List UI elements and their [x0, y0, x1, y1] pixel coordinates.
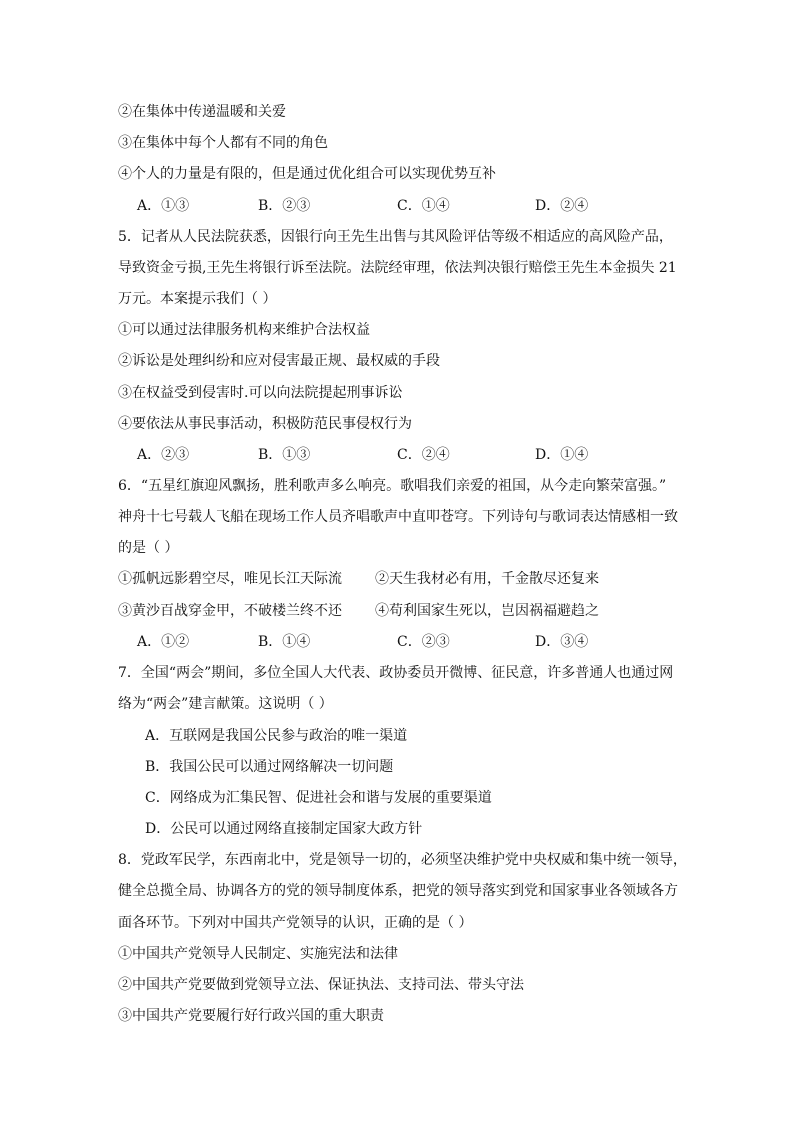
q6-option-a: A．①② [137, 634, 190, 650]
q5-option-d: D．①④ [535, 447, 589, 463]
q7-option-c: C．网络成为汇集民智、促进社会和谐与发展的重要渠道 [145, 790, 492, 806]
q6-stem-line-1: 6．“五星红旗迎风飘扬，胜利歌声多么响亮。歌唱我们亲爱的祖国，从今走向繁荣富强。” [118, 478, 667, 494]
prev-question-item-4: ④个人的力量是有限的，但是通过优化组合可以实现优势互补 [118, 166, 496, 182]
q5-item-1: ①可以通过法律服务机构来维护合法权益 [118, 322, 370, 338]
q7-option-a: A．互联网是我国公民参与政治的唯一渠道 [145, 728, 408, 744]
q8-stem-line-2: 健全总揽全局、协调各方的党的领导制度体系，把党的领导落实到党和国家事业各领域各方 [118, 883, 678, 899]
prev-question-item-3: ③在集体中每个人都有不同的角色 [118, 135, 328, 151]
q6-item-1: ①孤帆远影碧空尽，唯见长江天际流 [118, 571, 342, 587]
q7-stem-line-1: 7．全国“两会”期间，多位全国人大代表、政协委员开微博、征民意，许多普通人也通过网 [118, 665, 674, 681]
prev-option-b: B．②③ [258, 198, 311, 214]
q6-stem-line-3: 的是（ ） [118, 540, 179, 556]
q5-option-b: B．①③ [258, 447, 311, 463]
q8-item-2: ②中国共产党要做到党领导立法、保证执法、支持司法、带头守法 [118, 977, 524, 993]
q8-item-3: ③中国共产党要履行好行政兴国的重大职责 [118, 1008, 384, 1024]
q5-item-3: ③在权益受到侵害时.可以向法院提起刑事诉讼 [118, 385, 403, 401]
prev-option-c: C．①④ [397, 198, 450, 214]
q5-stem-line-3: 万元。本案提示我们（ ） [118, 291, 277, 307]
q7-option-b: B．我国公民可以通过网络解决一切问题 [145, 759, 394, 775]
q5-item-4: ④要依法从事民事活动，积极防范民事侵权行为 [118, 416, 412, 432]
q5-option-a: A．②③ [137, 447, 190, 463]
q5-item-2: ②诉讼是处理纠纷和应对侵害最正规、最权威的手段 [118, 353, 440, 369]
prev-option-d: D．②④ [535, 198, 589, 214]
q6-option-d: D．③④ [535, 634, 589, 650]
q6-item-3: ③黄沙百战穿金甲，不破楼兰终不还 [118, 603, 342, 619]
prev-question-item-2: ②在集体中传递温暖和关爱 [118, 104, 286, 120]
q6-option-b: B．①④ [258, 634, 311, 650]
q6-stem-line-2: 神舟十七号载人飞船在现场工作人员齐唱歌声中直叩苍穹。下列诗句与歌词表达情感相一致 [118, 509, 678, 525]
q6-item-2: ②天生我材必有用，千金散尽还复来 [375, 571, 599, 587]
prev-option-a: A．①③ [137, 198, 190, 214]
q5-stem-line-1: 5．记者从人民法院获悉，因银行向王先生出售与其风险评估等级不相适应的高风险产品， [118, 229, 673, 245]
q5-option-c: C．②④ [397, 447, 450, 463]
q5-stem-line-2: 导致资金亏损,王先生将银行诉至法院。法院经审理，依法判决银行赔偿王先生本金损失 21 [118, 260, 677, 276]
q6-item-4: ④苟利国家生死以，岂因祸福避趋之 [375, 603, 599, 619]
q8-stem-line-1: 8．党政军民学，东西南北中，党是领导一切的，必须坚决维护党中央权威和集中统一领导， [118, 852, 687, 868]
q7-stem-line-2: 络为“两会”建言献策。这说明（ ） [118, 696, 333, 712]
q8-item-1: ①中国共产党领导人民制定、实施宪法和法律 [118, 946, 398, 962]
q6-option-c: C．②③ [397, 634, 450, 650]
q7-option-d: D．公民可以通过网络直接制定国家大政方针 [145, 821, 423, 837]
q8-stem-line-3: 面各环节。下列对中国共产党领导的认识，正确的是（ ） [118, 915, 473, 931]
